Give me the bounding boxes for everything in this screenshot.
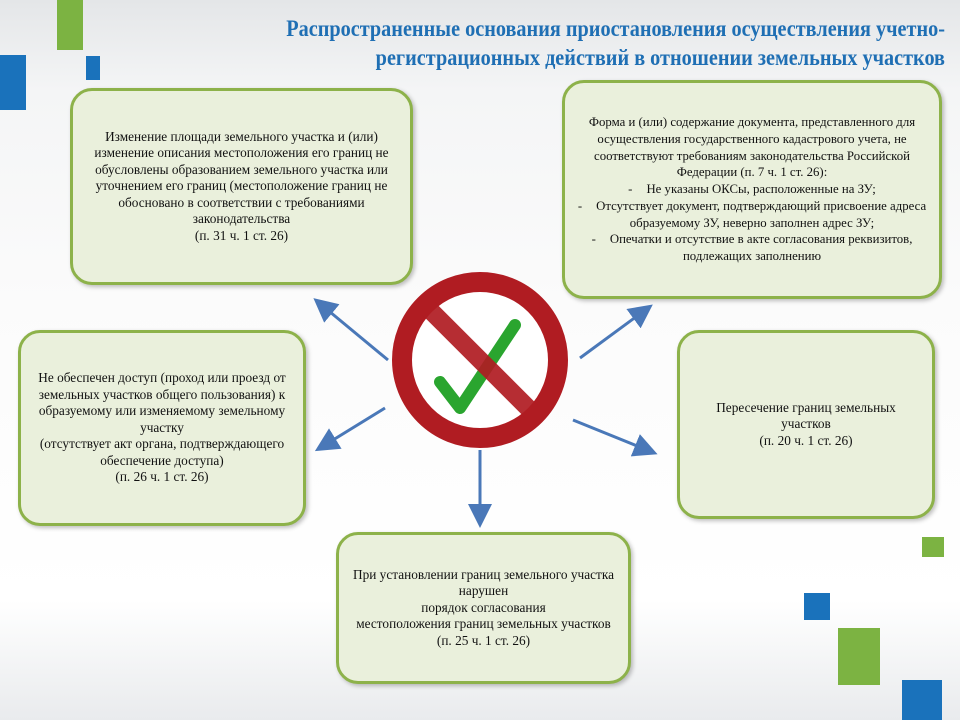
reason-item: - Не указаны ОКСы, расположенные на ЗУ;	[575, 181, 929, 198]
reason-ref: (п. 20 ч. 1 ст. 26)	[759, 432, 853, 448]
reason-text: Не обеспечен доступ (проход или проезд от земельных участков общего пользования) к образуемому или изменяемому земельному участку	[38, 370, 286, 435]
reason-document	[562, 80, 942, 299]
title-line: Распространенные основания приостановления осуществления учетно-	[286, 16, 945, 41]
reason-area-change	[70, 88, 413, 285]
reason-text: Форма и (или) содержание документа, представленного для осуществления государственного кадастрового учета, не соответствуют требованиям законодательства Российской Федерации (п. 7 ч. 1 ст. 26):	[588, 114, 916, 180]
title-line: регистрационных действий в отношении земельных участков	[375, 45, 945, 70]
arrow-intersection	[573, 420, 652, 452]
reason-ref: (п. 25 ч. 1 ст. 26)	[436, 632, 531, 648]
arrow-document	[580, 308, 648, 358]
reason-text: (отсутствует акт органа, подтверждающего обеспечение доступа)	[39, 436, 285, 468]
reason-text: Изменение площади земельного участка и (или) изменение описания местоположения его границ не обусловлены образованием земельного участка или уточнением его границ (местоположение границ не обосновано в соответствии с требованиями законодательства	[94, 128, 389, 227]
prohibition-sign	[402, 282, 558, 438]
reason-text: местоположения границ земельных участков	[356, 616, 611, 632]
arrow-access	[320, 408, 385, 448]
reason-ref: (п. 26 ч. 1 ст. 26)	[115, 469, 209, 485]
reason-intersection	[677, 330, 935, 519]
reason-text: Пересечение границ земельных участков	[716, 399, 896, 432]
reason-item: - Отсутствует документ, подтверждающий присвоение адреса образуемому ЗУ, неверно заполнен адрес ЗУ;	[575, 198, 929, 232]
reason-ref: (п. 31 ч. 1 ст. 26)	[194, 227, 289, 243]
reason-access	[18, 330, 306, 526]
reason-text: порядок согласования	[421, 599, 546, 615]
arrow-area	[318, 302, 388, 360]
reason-agreement	[336, 532, 631, 684]
reason-item: - Опечатки и отсутствие в акте согласования реквизитов, подлежащих заполнению	[575, 231, 929, 265]
reason-text: При установлении границ земельного участка нарушен	[352, 566, 614, 599]
